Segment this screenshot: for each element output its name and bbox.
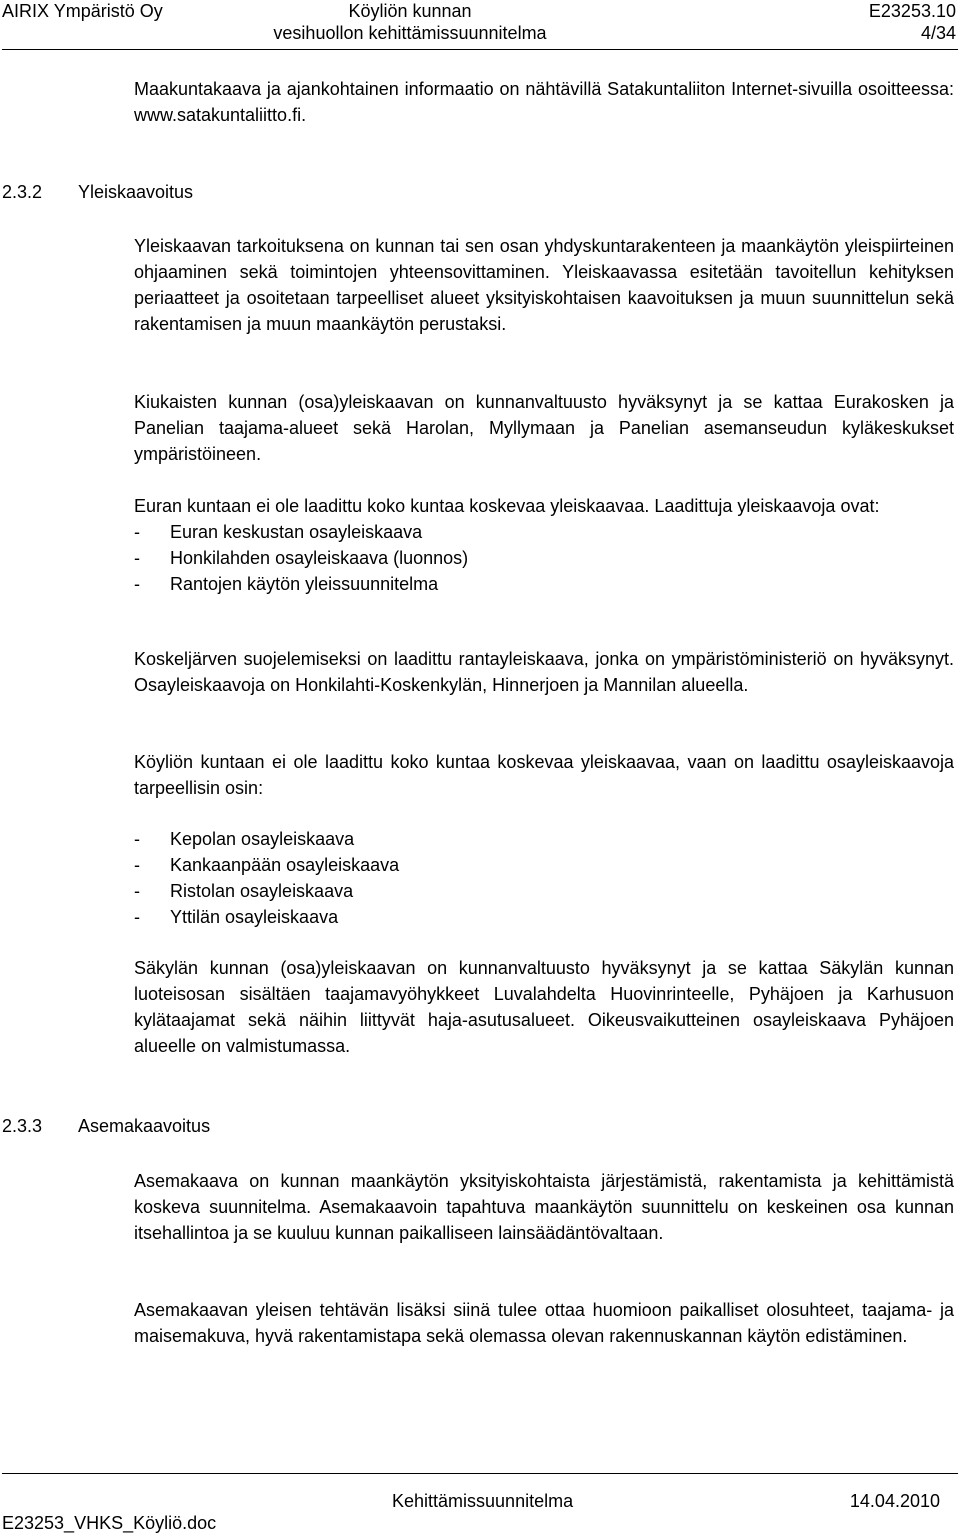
paragraph: Kiukaisten kunnan (osa)yleiskaavan on kunnanvaltuusto hyväksynyt ja se kattaa Eurakosken ja Panelian taajama-alueet sekä Harolan, Myllymaan ja Panelian asemanseudun kyläkeskukset ympäristöineen. [134,392,954,464]
section-2-3-2-p6-block [134,955,954,1059]
list-dash: - [134,855,140,875]
list-item [134,571,954,597]
paragraph: Asemakaavan yleisen tehtävän lisäksi siinä tulee ottaa huomioon paikalliset olosuhteet, taajama- ja maisemakuva, hyvä rakentamistapa sekä olemassa olevan rakennuskannan käytön edistäminen. [134,1300,954,1346]
header-doc-code: E23253.10 [868,1,956,21]
intro-paragraph: Maakuntakaava ja ajankohtainen informaatio on nähtävillä Satakuntaliiton Internet-sivuilla osoitteessa: www.satakuntaliitto.fi. [134,79,954,125]
paragraph: Köyliön kuntaan ei ole laadittu koko kuntaa koskevaa yleiskaavaa, vaan on laadittu osayleiskaavoja tarpeellisin osin: [134,752,954,798]
header-page-number: 4/34 [920,23,956,43]
paragraph: Asemakaava on kunnan maankäytön yksityiskohtaista järjestämistä, rakentamista ja kehittämistä koskeva suunnitelma. Asemakaavoin tapahtuva maankäytön suunnittelu on keskeinen osa kunnan itsehallintoa ja se kuuluu kunnan paikalliseen lainsäädäntövaltaan. [134,1171,954,1243]
section-2-3-2-p4-block [134,646,954,698]
list-item [134,878,954,904]
eura-plans-list [134,519,954,597]
footer-date: 14.04.2010 [849,1491,940,1511]
footer-doc-type: Kehittämissuunnitelma [392,1491,574,1511]
list-dash: - [134,548,140,568]
list-item-text: Kankaanpään osayleiskaava [170,855,400,875]
section-2-3-2-p5-block [134,749,954,801]
koylio-plans-list-block [134,826,954,930]
list-dash: - [134,881,140,901]
header-doc-ref [869,0,956,44]
koylio-plans-list [134,826,954,930]
paragraph: Koskeljärven suojelemiseksi on laadittu rantayleiskaava, jonka on ympäristöministeriö on hyväksynyt. Osayleiskaavoja on Honkilahti-Koskenkylän, Hinnerjoen ja Mannilan alueella. [134,649,954,695]
header-divider [2,49,958,50]
section-2-3-2-p1-block [134,233,954,337]
header-doc-title-line1: Köyliön kunnan [348,1,472,21]
list-item-text: Euran keskustan osayleiskaava [170,522,423,542]
paragraph: Euran kuntaan ei ole laadittu koko kuntaa koskevaa yleiskaavaa. Laadittuja yleiskaavoja ovat: [134,496,880,516]
list-item-text: Yttilän osayleiskaava [170,907,339,927]
list-item [134,904,954,930]
paragraph: Yleiskaavan tarkoituksena on kunnan tai sen osan yhdyskuntarakenteen ja maankäytön yleispiirteinen ohjaaminen sekä toimintojen yhteensovittaminen. Yleiskaavassa esitetään tavoitellun kehityksen periaatteet ja osoitetaan tarpeelliset alueet yksityiskohtaisen kaavoituksen ja muun suunnittelun sekä rakentamisen ja muun maankäytön perustaksi. [134,236,954,334]
list-dash: - [134,907,140,927]
list-item [134,545,954,571]
footer-filename: E23253_VHKS_Köyliö.doc [2,1513,217,1533]
paragraph: Säkylän kunnan (osa)yleiskaavan on kunnanvaltuusto hyväksynyt ja se kattaa Säkylän kunnan luoteisosan sisältäen taajamavyöhykkeet Luvalahdelta Huovinrinteelle, Pyhäjoen ja Karhusuon kylätaajamat sekä näihin liittyvät haja-asutusalueet. Oikeusvaikutteinen osayleiskaava Pyhäjoen alueelle on valmistumassa. [134,958,954,1056]
section-2-3-2-p2-block [134,389,954,467]
list-dash: - [134,829,140,849]
footer-divider [2,1473,958,1474]
list-item-text: Rantojen käytön yleissuunnitelma [170,574,439,594]
list-item-text: Honkilahden osayleiskaava (luonnos) [170,548,469,568]
list-item [134,852,954,878]
list-item-text: Ristolan osayleiskaava [170,881,354,901]
list-dash: - [134,574,140,594]
section-2-3-2-p3-block [134,493,954,597]
header-company: AIRIX Ympäristö Oy [2,1,163,21]
list-item [134,826,954,852]
section-title: Asemakaavoitus [78,1116,211,1136]
header-doc-title-line2: vesihuollon kehittämissuunnitelma [273,23,547,43]
header-doc-title [0,0,820,44]
list-item-text: Kepolan osayleiskaava [170,829,355,849]
list-dash: - [134,522,140,542]
section-number: 2.3.2 [2,182,43,202]
section-number: 2.3.3 [2,1116,43,1136]
section-title: Yleiskaavoitus [78,182,194,202]
intro-paragraph-block [134,76,954,128]
list-item [134,519,954,545]
section-2-3-3-p2-block [134,1297,954,1349]
section-2-3-3-p1-block [134,1168,954,1246]
